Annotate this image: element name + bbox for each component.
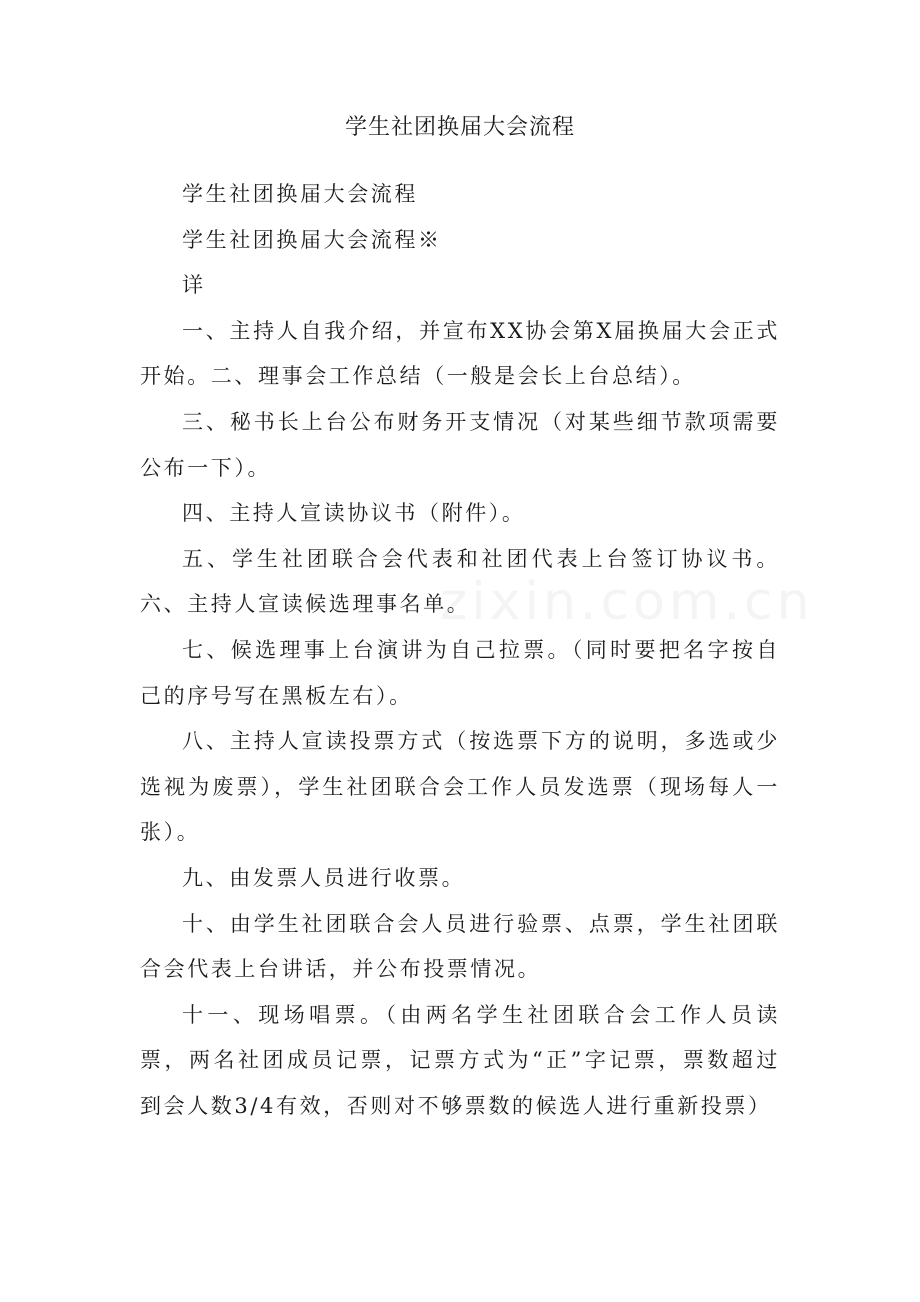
paragraph-step-7: 七、候选理事上台演讲为自己拉票。（同时要把名字按自己的序号写在黑板左右）。 — [140, 637, 780, 708]
document-body — [140, 172, 780, 1129]
paragraph-step-8: 八、主持人宣读投票方式（按选票下方的说明，多选或少选视为废票），学生社团联合会工作人员发选票（现场每人一张）。 — [140, 729, 780, 845]
watermark: zixin.com.cn — [440, 572, 814, 632]
paragraph-step-10: 十、由学生社团联合会人员进行验票、点票，学生社团联合会代表上台讲话，并公布投票情况。 — [140, 911, 780, 982]
paragraph-step-4: 四、主持人宣读协议书（附件）。 — [182, 501, 526, 526]
paragraph-subtitle-2: 学生社团换届大会流程※ — [182, 227, 442, 252]
paragraph-step-3: 三、秘书长上台公布财务开支情况（对某些细节款项需要公布一下）。 — [140, 409, 780, 480]
paragraph-step-5-6: 五、学生社团联合会代表和社团代表上台签订协议书。六、主持人宣读候选理事名单。 — [140, 546, 780, 617]
paragraph-step-9: 九、由发票人员进行收票。 — [182, 865, 466, 890]
paragraph-detail-mark: 详 — [182, 273, 206, 298]
document-title: 学生社团换届大会流程 — [344, 115, 575, 140]
paragraph-subtitle-1: 学生社团换届大会流程 — [182, 182, 418, 206]
paragraph-step-11: 十一、现场唱票。（由两名学生社团联合会工作人员读票，两名社团成员记票，记票方式为“正”字记票，票数超过到会人数3/4有效，否则对不够票数的候选人进行重新投票） — [140, 1002, 780, 1118]
paragraph-step-1-2: 一、主持人自我介绍，并宣布XX协会第X届换届大会正式开始。二、理事会工作总结（一般是会长上台总结）。 — [140, 318, 780, 389]
